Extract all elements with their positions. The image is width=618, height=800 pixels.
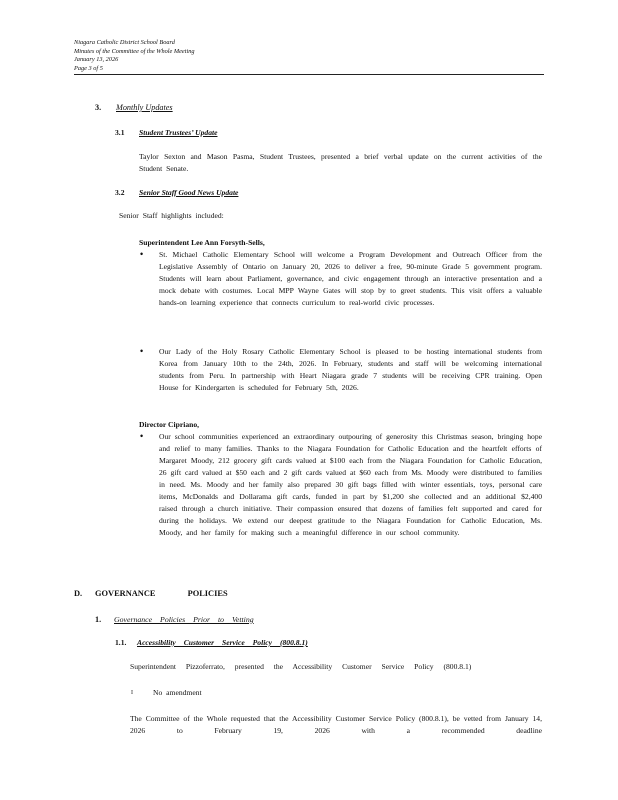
bullet-dot: •: [140, 431, 144, 441]
header-page-number: Page 3 of 5: [74, 64, 103, 72]
amendment-note: No amendment: [153, 688, 202, 697]
bullet-dot: •: [140, 249, 144, 259]
header-rule: [74, 74, 544, 75]
policy-1-1-title: Accessibility Customer Service Policy (800.8.1): [137, 638, 308, 647]
policy-1-1-number: 1.1.: [115, 638, 127, 647]
bullet-dot: •: [140, 346, 144, 356]
policy-presented-line: Superintendent Pizzoferrato, presented the Accessibility Customer Service Policy (800.8.1): [130, 662, 472, 671]
section-d-title: GOVERNANCE POLICIES: [95, 589, 228, 598]
section-3-title: Monthly Updates: [116, 103, 173, 112]
item-1-title: Governance Policies Prior to Vetting: [114, 615, 254, 624]
bullet-holy-rosary: Our Lady of the Holy Rosary Catholic Elementary School is pleased to be hosting international students from Korea from January 10th to the 24th, 2026. In February, students and staff will be welcoming international students from Peru. In partnership with Heart Niagara grade 7 students will be receiving CPR training. Open House for Kindergarten is scheduled for February 5th, 2026.: [159, 347, 542, 392]
subsection-3-1-number: 3.1: [115, 128, 125, 137]
bullet-christmas-generosity: Our school communities experienced an extraordinary outpouring of generosity this Christmas season, bringing hope and relief to many families. Thanks to the Niagara Foundation for Catholic Education and the heartfelt efforts of Margaret Moody, 212 grocery gift cards valued at $100 each from the Niagara Foundation for Catholic Education, 26 gift card valued at $50 each and 2 gift cards valued at $60 each from Ms. Moody were distributed to families in need. Ms. Moody and her family also prepared 30 gift bags filled with winter essentials, toys, personal care items, McDonalds and Dollarama gift cards, funded in part by $1,200 she collected and an additional $2,400 raised through a church initiative. Their compassion ensured that dozens of families felt supported and cared for during the holidays. We extend our deepest gratitude to the Niagara Foundation for Catholic Education, Ms. Moody, and her family for making such a meaningful difference in our school community.: [159, 432, 542, 537]
subsection-3-2-number: 3.2: [115, 188, 125, 197]
header-meeting-title: Minutes of the Committee of the Whole Meeting: [74, 47, 195, 55]
subsection-3-2-title: Senior Staff Good News Update: [139, 188, 239, 197]
page-header: [74, 39, 195, 73]
subsection-3-1-title: Student Trustees’ Update: [139, 128, 218, 137]
amendment-bullet: I: [131, 690, 133, 696]
header-date: January 13, 2026: [74, 56, 119, 64]
section-3-number: 3.: [95, 103, 102, 112]
superintendent-name: Superintendent Lee Ann Forsyth-Sells,: [139, 238, 265, 247]
student-trustees-paragraph: Taylor Sexton and Mason Pasma, Student Trustees, presented a brief verbal update on the current activities of the Student Senate.: [139, 152, 542, 173]
bullet-st-michael: St. Michael Catholic Elementary School will welcome a Program Development and Outreach Officer from the Legislative Assembly of Ontario on January 20, 2026 to deliver a free, 90-minute Grade 5 government program. Students will learn about Parliament, governance, and civic engagement through an interactive presentation and a mock debate with costumes. Local MPP Wayne Gates will stop by to greet students. This visit offers a valuable hands-on learning experience that connects curriculum to real-world civic processes.: [159, 250, 542, 307]
item-1-number: 1.: [95, 615, 102, 624]
section-d-letter: D.: [74, 589, 83, 598]
senior-staff-intro: Senior Staff highlights included:: [119, 211, 224, 220]
director-name: Director Cipriano,: [139, 420, 200, 429]
header-board-name: Niagara Catholic District School Board: [74, 39, 175, 46]
vetting-paragraph: The Committee of the Whole requested that the Accessibility Customer Service Policy (800.8.1), be vetted from January 14, 2026 to February 19, 2026 with a recommended deadline: [130, 714, 542, 735]
